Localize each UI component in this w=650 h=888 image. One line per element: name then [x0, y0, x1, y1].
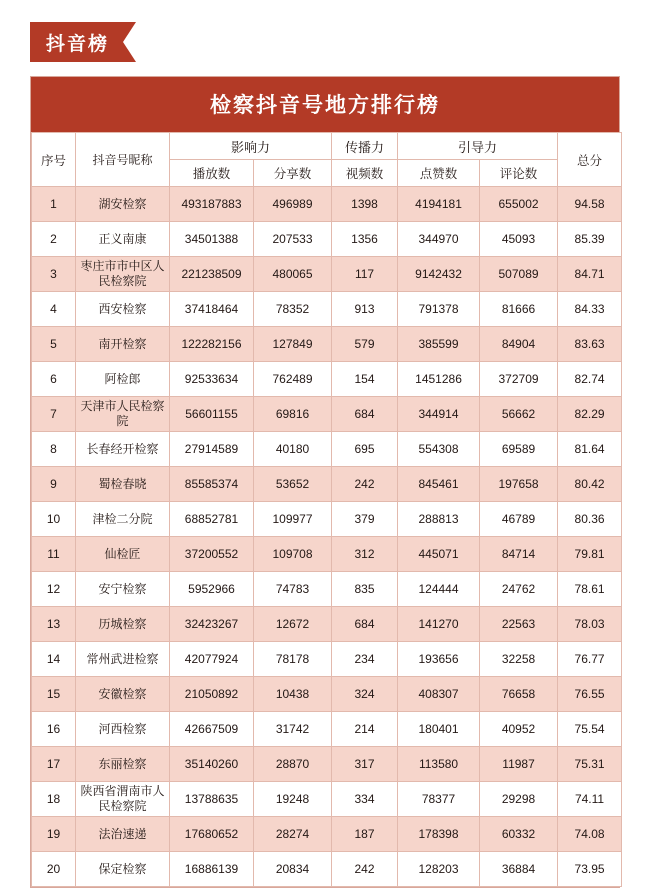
cell-total: 84.71 — [558, 257, 622, 292]
cell-total: 74.08 — [558, 817, 622, 852]
cell-rank: 16 — [32, 712, 76, 747]
cell-videos: 154 — [332, 362, 398, 397]
cell-plays: 32423267 — [170, 607, 254, 642]
table-row — [32, 327, 622, 362]
cell-comments: 11987 — [480, 747, 558, 782]
header-spread: 传播力 — [332, 133, 398, 160]
cell-nickname: 湖安检察 — [76, 187, 170, 222]
table-row — [32, 817, 622, 852]
cell-rank: 17 — [32, 747, 76, 782]
cell-plays: 16886139 — [170, 852, 254, 887]
cell-total: 78.61 — [558, 572, 622, 607]
cell-shares: 28870 — [254, 747, 332, 782]
cell-comments: 60332 — [480, 817, 558, 852]
cell-comments: 24762 — [480, 572, 558, 607]
cell-plays: 5952966 — [170, 572, 254, 607]
table-row — [32, 222, 622, 257]
cell-rank: 18 — [32, 782, 76, 817]
table-row — [32, 677, 622, 712]
cell-comments: 84714 — [480, 537, 558, 572]
cell-videos: 1356 — [332, 222, 398, 257]
cell-total: 94.58 — [558, 187, 622, 222]
cell-rank: 3 — [32, 257, 76, 292]
cell-plays: 221238509 — [170, 257, 254, 292]
table-row — [32, 362, 622, 397]
table-row — [32, 607, 622, 642]
cell-nickname: 陕西省渭南市人民检察院 — [76, 782, 170, 817]
cell-videos: 334 — [332, 782, 398, 817]
table-header-row-groups — [32, 133, 622, 160]
cell-rank: 19 — [32, 817, 76, 852]
cell-total: 84.33 — [558, 292, 622, 327]
cell-rank: 14 — [32, 642, 76, 677]
cell-nickname: 蜀检春晓 — [76, 467, 170, 502]
cell-nickname: 常州武进检察 — [76, 642, 170, 677]
cell-nickname: 枣庄市市中区人民检察院 — [76, 257, 170, 292]
cell-total: 74.11 — [558, 782, 622, 817]
cell-rank: 10 — [32, 502, 76, 537]
cell-nickname: 西安检察 — [76, 292, 170, 327]
cell-nickname: 阿检郎 — [76, 362, 170, 397]
cell-videos: 835 — [332, 572, 398, 607]
cell-rank: 20 — [32, 852, 76, 887]
cell-likes: 554308 — [398, 432, 480, 467]
cell-videos: 317 — [332, 747, 398, 782]
cell-plays: 21050892 — [170, 677, 254, 712]
cell-total: 82.74 — [558, 362, 622, 397]
cell-shares: 10438 — [254, 677, 332, 712]
cell-videos: 684 — [332, 607, 398, 642]
table-row — [32, 747, 622, 782]
cell-likes: 344914 — [398, 397, 480, 432]
ranking-table — [31, 132, 622, 887]
cell-plays: 493187883 — [170, 187, 254, 222]
cell-likes: 113580 — [398, 747, 480, 782]
ribbon-tail-shape — [123, 22, 136, 62]
cell-nickname: 天津市人民检察院 — [76, 397, 170, 432]
cell-videos: 1398 — [332, 187, 398, 222]
cell-likes: 141270 — [398, 607, 480, 642]
cell-comments: 76658 — [480, 677, 558, 712]
cell-comments: 69589 — [480, 432, 558, 467]
cell-shares: 53652 — [254, 467, 332, 502]
cell-total: 80.42 — [558, 467, 622, 502]
header-guidance: 引导力 — [398, 133, 558, 160]
cell-plays: 13788635 — [170, 782, 254, 817]
header-shares: 分享数 — [254, 160, 332, 187]
ribbon-label: 抖音榜 — [30, 22, 123, 62]
cell-likes: 445071 — [398, 537, 480, 572]
cell-likes: 9142432 — [398, 257, 480, 292]
cell-plays: 122282156 — [170, 327, 254, 362]
cell-rank: 8 — [32, 432, 76, 467]
header-rank: 序号 — [32, 133, 76, 187]
cell-shares: 480065 — [254, 257, 332, 292]
cell-videos: 695 — [332, 432, 398, 467]
cell-plays: 37200552 — [170, 537, 254, 572]
cell-plays: 34501388 — [170, 222, 254, 257]
cell-likes: 178398 — [398, 817, 480, 852]
cell-nickname: 正义南康 — [76, 222, 170, 257]
cell-comments: 81666 — [480, 292, 558, 327]
table-row — [32, 572, 622, 607]
table-row — [32, 502, 622, 537]
cell-comments: 40952 — [480, 712, 558, 747]
cell-videos: 242 — [332, 852, 398, 887]
cell-plays: 27914589 — [170, 432, 254, 467]
cell-comments: 372709 — [480, 362, 558, 397]
cell-likes: 124444 — [398, 572, 480, 607]
cell-comments: 56662 — [480, 397, 558, 432]
cell-shares: 207533 — [254, 222, 332, 257]
cell-nickname: 历城检察 — [76, 607, 170, 642]
cell-rank: 11 — [32, 537, 76, 572]
section-ribbon — [30, 22, 136, 62]
header-comments: 评论数 — [480, 160, 558, 187]
cell-likes: 78377 — [398, 782, 480, 817]
cell-videos: 379 — [332, 502, 398, 537]
cell-likes: 1451286 — [398, 362, 480, 397]
cell-likes: 385599 — [398, 327, 480, 362]
cell-comments: 32258 — [480, 642, 558, 677]
cell-rank: 7 — [32, 397, 76, 432]
cell-nickname: 安徽检察 — [76, 677, 170, 712]
cell-total: 78.03 — [558, 607, 622, 642]
cell-nickname: 法治速递 — [76, 817, 170, 852]
cell-plays: 56601155 — [170, 397, 254, 432]
cell-likes: 288813 — [398, 502, 480, 537]
cell-videos: 117 — [332, 257, 398, 292]
cell-plays: 92533634 — [170, 362, 254, 397]
header-total: 总分 — [558, 133, 622, 187]
cell-likes: 193656 — [398, 642, 480, 677]
cell-shares: 31742 — [254, 712, 332, 747]
cell-comments: 507089 — [480, 257, 558, 292]
cell-nickname: 仙检匠 — [76, 537, 170, 572]
cell-rank: 1 — [32, 187, 76, 222]
cell-shares: 109708 — [254, 537, 332, 572]
cell-total: 75.54 — [558, 712, 622, 747]
cell-comments: 46789 — [480, 502, 558, 537]
cell-total: 85.39 — [558, 222, 622, 257]
cell-videos: 579 — [332, 327, 398, 362]
table-row — [32, 782, 622, 817]
cell-total: 79.81 — [558, 537, 622, 572]
cell-likes: 180401 — [398, 712, 480, 747]
cell-shares: 762489 — [254, 362, 332, 397]
cell-likes: 128203 — [398, 852, 480, 887]
cell-plays: 37418464 — [170, 292, 254, 327]
cell-comments: 45093 — [480, 222, 558, 257]
cell-likes: 845461 — [398, 467, 480, 502]
table-header — [32, 133, 622, 187]
cell-plays: 68852781 — [170, 502, 254, 537]
cell-rank: 9 — [32, 467, 76, 502]
cell-shares: 78178 — [254, 642, 332, 677]
cell-total: 80.36 — [558, 502, 622, 537]
table-title: 检察抖音号地方排行榜 — [31, 77, 619, 132]
table-row — [32, 432, 622, 467]
cell-videos: 242 — [332, 467, 398, 502]
header-plays: 播放数 — [170, 160, 254, 187]
table-row — [32, 852, 622, 887]
cell-total: 73.95 — [558, 852, 622, 887]
cell-rank: 6 — [32, 362, 76, 397]
cell-videos: 684 — [332, 397, 398, 432]
cell-nickname: 安宁检察 — [76, 572, 170, 607]
cell-comments: 36884 — [480, 852, 558, 887]
cell-likes: 4194181 — [398, 187, 480, 222]
cell-videos: 312 — [332, 537, 398, 572]
cell-total: 76.77 — [558, 642, 622, 677]
cell-total: 81.64 — [558, 432, 622, 467]
cell-rank: 5 — [32, 327, 76, 362]
cell-comments: 22563 — [480, 607, 558, 642]
cell-videos: 913 — [332, 292, 398, 327]
cell-videos: 234 — [332, 642, 398, 677]
cell-shares: 78352 — [254, 292, 332, 327]
cell-shares: 20834 — [254, 852, 332, 887]
cell-plays: 42077924 — [170, 642, 254, 677]
cell-plays: 17680652 — [170, 817, 254, 852]
cell-rank: 2 — [32, 222, 76, 257]
table-row — [32, 642, 622, 677]
cell-plays: 42667509 — [170, 712, 254, 747]
cell-rank: 13 — [32, 607, 76, 642]
table-row — [32, 467, 622, 502]
cell-total: 75.31 — [558, 747, 622, 782]
table-body — [32, 187, 622, 887]
cell-likes: 408307 — [398, 677, 480, 712]
cell-videos: 324 — [332, 677, 398, 712]
cell-rank: 15 — [32, 677, 76, 712]
header-nickname: 抖音号昵称 — [76, 133, 170, 187]
cell-nickname: 津检二分院 — [76, 502, 170, 537]
table-row — [32, 257, 622, 292]
cell-nickname: 保定检察 — [76, 852, 170, 887]
cell-shares: 12672 — [254, 607, 332, 642]
cell-total: 76.55 — [558, 677, 622, 712]
table-row — [32, 292, 622, 327]
cell-shares: 19248 — [254, 782, 332, 817]
header-likes: 点赞数 — [398, 160, 480, 187]
cell-nickname: 南开检察 — [76, 327, 170, 362]
header-videos: 视频数 — [332, 160, 398, 187]
cell-likes: 791378 — [398, 292, 480, 327]
cell-comments: 29298 — [480, 782, 558, 817]
cell-comments: 84904 — [480, 327, 558, 362]
table-row — [32, 537, 622, 572]
cell-comments: 197658 — [480, 467, 558, 502]
cell-plays: 35140260 — [170, 747, 254, 782]
table-row — [32, 712, 622, 747]
cell-shares: 127849 — [254, 327, 332, 362]
cell-nickname: 长春经开检察 — [76, 432, 170, 467]
cell-shares: 496989 — [254, 187, 332, 222]
table-row — [32, 187, 622, 222]
cell-total: 82.29 — [558, 397, 622, 432]
cell-videos: 187 — [332, 817, 398, 852]
cell-shares: 40180 — [254, 432, 332, 467]
ranking-table-container — [30, 76, 620, 888]
cell-plays: 85585374 — [170, 467, 254, 502]
cell-total: 83.63 — [558, 327, 622, 362]
cell-nickname: 东丽检察 — [76, 747, 170, 782]
cell-videos: 214 — [332, 712, 398, 747]
cell-rank: 4 — [32, 292, 76, 327]
cell-rank: 12 — [32, 572, 76, 607]
cell-nickname: 河西检察 — [76, 712, 170, 747]
cell-shares: 69816 — [254, 397, 332, 432]
header-influence: 影响力 — [170, 133, 332, 160]
cell-shares: 109977 — [254, 502, 332, 537]
cell-comments: 655002 — [480, 187, 558, 222]
table-row — [32, 397, 622, 432]
cell-likes: 344970 — [398, 222, 480, 257]
cell-shares: 74783 — [254, 572, 332, 607]
cell-shares: 28274 — [254, 817, 332, 852]
